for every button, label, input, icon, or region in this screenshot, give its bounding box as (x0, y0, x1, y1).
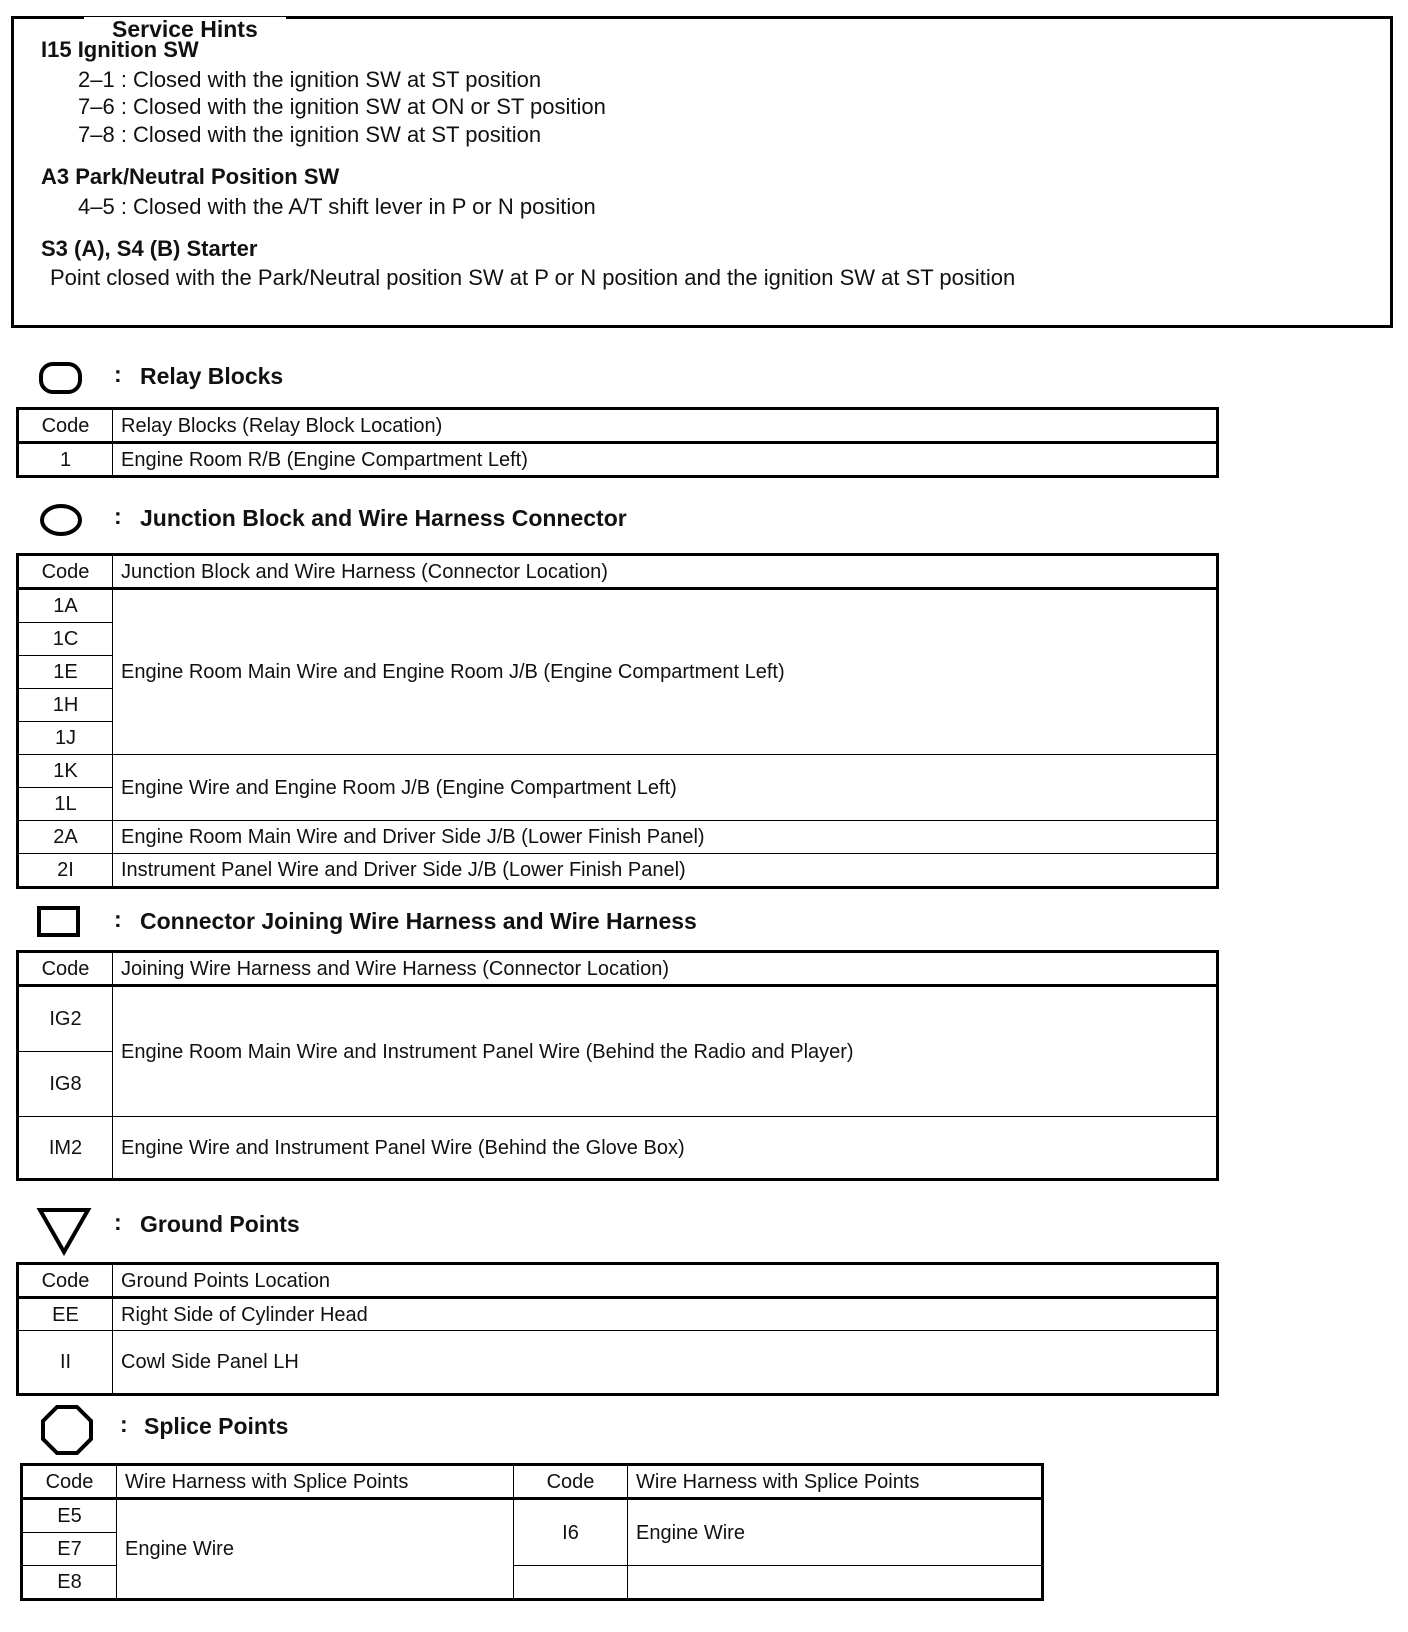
hint-heading-i15: I15 Ignition SW (41, 37, 199, 62)
code-cell: IG8 (18, 1052, 113, 1117)
hint-line: 7–6 : Closed with the ignition SW at ON or ST position (78, 94, 606, 119)
code-cell: 2A (18, 821, 113, 854)
column-header-harness: Wire Harness with Splice Points (628, 1465, 1043, 1499)
table-row (18, 755, 1218, 788)
column-header-harness: Wire Harness with Splice Points (117, 1465, 514, 1499)
connector-table (16, 950, 1219, 1181)
code-cell: E7 (22, 1533, 117, 1566)
location-cell: Right Side of Cylinder Head (113, 1298, 1218, 1331)
table-row (18, 589, 1218, 623)
section-colon: : (114, 361, 122, 387)
section-title-splice: Splice Points (144, 1413, 289, 1439)
code-cell: E8 (22, 1566, 117, 1600)
harness-cell: Engine Wire (628, 1499, 1043, 1566)
code-cell: 2I (18, 854, 113, 888)
hint-line: 2–1 : Closed with the ignition SW at ST position (78, 67, 542, 92)
location-cell: Engine Room Main Wire and Engine Room J/B (Engine Compartment Left) (113, 589, 1218, 755)
column-header-location: Joining Wire Harness and Wire Harness (Connector Location) (113, 952, 1218, 986)
code-cell: 1A (18, 589, 113, 623)
ground-table (16, 1262, 1219, 1396)
section-title-junction: Junction Block and Wire Harness Connector (140, 505, 627, 531)
splice-table (20, 1463, 1044, 1601)
column-header-location: Relay Blocks (Relay Block Location) (113, 409, 1218, 443)
code-cell: 1L (18, 788, 113, 821)
code-cell: 1E (18, 656, 113, 689)
junction-table (16, 553, 1219, 889)
square-icon (36, 905, 82, 939)
column-header-code: Code (18, 409, 113, 443)
section-colon: : (120, 1411, 128, 1437)
hint-heading-a3: A3 Park/Neutral Position SW (41, 164, 340, 189)
section-title-connector: Connector Joining Wire Harness and Wire Harness (140, 908, 697, 934)
code-cell: 1H (18, 689, 113, 722)
empty-cell (628, 1566, 1043, 1600)
relay-blocks-table (16, 407, 1219, 478)
code-cell: 1 (18, 443, 113, 477)
code-cell: II (18, 1331, 113, 1395)
location-cell: Engine Room R/B (Engine Compartment Left) (113, 443, 1218, 477)
hint-line: 4–5 : Closed with the A/T shift lever in P or N position (78, 194, 596, 219)
code-cell: I6 (514, 1499, 628, 1566)
column-header-code: Code (22, 1465, 117, 1499)
section-colon: : (114, 906, 122, 932)
column-header-location: Ground Points Location (113, 1264, 1218, 1298)
location-cell: Engine Wire and Instrument Panel Wire (Behind the Glove Box) (113, 1117, 1218, 1180)
oval-icon (38, 502, 84, 538)
code-cell: 1J (18, 722, 113, 755)
hint-heading-s3: S3 (A), S4 (B) Starter (41, 236, 258, 261)
harness-cell: Engine Wire (117, 1499, 514, 1600)
code-cell: 1K (18, 755, 113, 788)
table-row (18, 986, 1218, 1052)
location-cell: Engine Room Main Wire and Instrument Panel Wire (Behind the Radio and Player) (113, 986, 1218, 1117)
column-header-code: Code (18, 952, 113, 986)
column-header-code: Code (18, 555, 113, 589)
hint-line: 7–8 : Closed with the ignition SW at ST position (78, 122, 542, 147)
service-hints-title: Service Hints (84, 17, 286, 41)
hint-line: Point closed with the Park/Neutral position SW at P or N position and the ignition SW at ST position (50, 265, 1016, 290)
code-cell: E5 (22, 1499, 117, 1533)
table-row (18, 443, 1218, 477)
code-cell: 1C (18, 623, 113, 656)
table-row (18, 1117, 1218, 1180)
triangle-down-icon (36, 1206, 92, 1256)
table-row (18, 1331, 1218, 1395)
column-header-code: Code (18, 1264, 113, 1298)
column-header-location: Junction Block and Wire Harness (Connector Location) (113, 555, 1218, 589)
empty-cell (514, 1566, 628, 1600)
table-row (18, 854, 1218, 888)
table-row (18, 821, 1218, 854)
column-header-code: Code (514, 1465, 628, 1499)
section-colon: : (114, 503, 122, 529)
section-title-ground: Ground Points (140, 1211, 300, 1237)
code-cell: IG2 (18, 986, 113, 1052)
location-cell: Cowl Side Panel LH (113, 1331, 1218, 1395)
location-cell: Engine Wire and Engine Room J/B (Engine Compartment Left) (113, 755, 1218, 821)
section-colon: : (114, 1209, 122, 1235)
octagon-icon (40, 1404, 94, 1456)
rounded-rect-icon (38, 360, 84, 396)
section-title-relay-blocks: Relay Blocks (140, 363, 284, 389)
table-row (18, 1298, 1218, 1331)
location-cell: Engine Room Main Wire and Driver Side J/B (Lower Finish Panel) (113, 821, 1218, 854)
location-cell: Instrument Panel Wire and Driver Side J/B (Lower Finish Panel) (113, 854, 1218, 888)
code-cell: EE (18, 1298, 113, 1331)
code-cell: IM2 (18, 1117, 113, 1180)
table-row (22, 1499, 1043, 1533)
